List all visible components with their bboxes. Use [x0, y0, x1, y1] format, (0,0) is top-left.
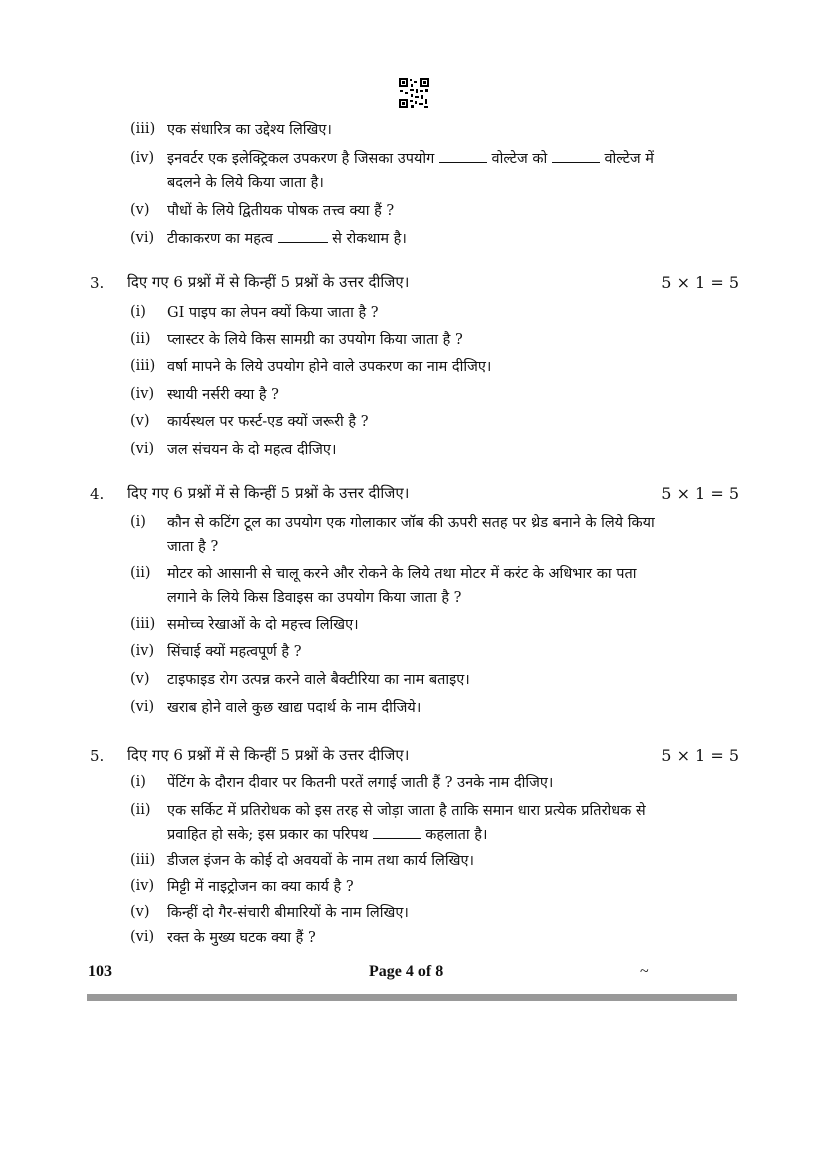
q4-ii-line2: लगाने के लिये किस डिवाइस का उपयोग किया जाता है ?	[167, 590, 462, 606]
q3-instruction: दिए गए 6 प्रश्नों में से किन्हीं 5 प्रश्नों के उत्तर दीजिए।	[127, 273, 410, 291]
q5-iv-text: मिट्टी में नाइट्रोजन का क्या कार्य है ?	[167, 879, 354, 895]
q4-iii-text: समोच्च रेखाओं के दो महत्त्व लिखिए।	[167, 617, 359, 633]
q3-i-number: (i)	[130, 304, 146, 320]
q4-vi-text: खराब होने वाले कुछ खाद्य पदार्थ के नाम दीजिये।	[167, 700, 422, 716]
q5-i-text: पेंटिंग के दौरान दीवार पर कितनी परतें लगाई जाती हैं ? उनके नाम दीजिए।	[167, 775, 554, 791]
footer-mark: ~	[640, 963, 649, 980]
q3-iv-number: (iv)	[130, 386, 155, 402]
q2-vi-number: (vi)	[130, 230, 155, 246]
q5-iv-number: (iv)	[130, 878, 155, 894]
q4-instruction: दिए गए 6 प्रश्नों में से किन्हीं 5 प्रश्नों के उत्तर दीजिए।	[127, 484, 410, 502]
answer-blank	[439, 150, 487, 163]
q3-iv-text: स्थायी नर्सरी क्या है ?	[167, 387, 279, 403]
answer-blank	[373, 826, 421, 839]
page-number: Page 4 of 8	[369, 963, 444, 980]
q3-ii-number: (ii)	[130, 331, 151, 347]
q2-iii-number: (iii)	[130, 121, 156, 137]
q5-v-number: (v)	[130, 904, 150, 920]
q2-iv-text-c: वोल्टेज में	[604, 151, 654, 167]
q2-v-text: पौधों के लिये द्वितीयक पोषक तत्त्व क्या हैं ?	[167, 203, 395, 219]
q2-vi-text-a: टीकाकरण का महत्व	[167, 231, 273, 247]
q5-instruction: दिए गए 6 प्रश्नों में से किन्हीं 5 प्रश्नों के उत्तर दीजिए।	[127, 746, 410, 764]
q3-v-number: (v)	[130, 413, 150, 429]
q5-marks: 5 × 1 = 5	[661, 746, 739, 765]
q4-iv-text: सिंचाई क्यों महत्वपूर्ण है ?	[167, 644, 302, 660]
q3-i-text: GI पाइप का लेपन क्यों किया जाता है ?	[167, 305, 379, 321]
q2-iii-text: एक संधारित्र का उद्देश्य लिखिए।	[167, 122, 332, 138]
q3-vi-text: जल संचयन के दो महत्व दीजिए।	[167, 442, 337, 458]
q2-iv-text-b: वोल्टेज को	[491, 151, 548, 167]
q3-ii-text: प्लास्टर के लिये किस सामग्री का उपयोग किया जाता है ?	[167, 332, 463, 348]
q4-i-line1: कौन से कटिंग टूल का उपयोग एक गोलाकार जॉब की ऊपरी सतह पर थ्रेड बनाने के लिये किया	[167, 515, 655, 531]
q3-iii-text: वर्षा मापने के लिये उपयोग होने वाले उपकरण का नाम दीजिए।	[167, 359, 492, 375]
q4-ii-number: (ii)	[130, 565, 151, 581]
q2-iv-number: (iv)	[130, 150, 155, 166]
q5-ii-line2	[167, 823, 707, 847]
q2-vi-text	[167, 227, 707, 251]
q2-iv-text	[167, 147, 707, 171]
q4-v-text: टाइफाइड रोग उत्पन्न करने वाले बैक्टीरिया का नाम बताइए।	[167, 672, 470, 688]
q5-ii-line1: एक सर्किट में प्रतिरोधक को इस तरह से जोड़ा जाता है ताकि समान धारा प्रत्येक प्रतिरोधक से	[167, 803, 646, 819]
qr-code-icon	[398, 77, 430, 109]
q3-iii-number: (iii)	[130, 358, 156, 374]
q4-v-number: (v)	[130, 671, 150, 687]
answer-blank	[278, 230, 328, 243]
q5-v-text: किन्हीं दो गैर-संचारी बीमारियों के नाम लिखिए।	[167, 905, 409, 921]
q2-iv-text-a: इनवर्टर एक इलेक्ट्रिकल उपकरण है जिसका उपयोग	[167, 151, 435, 167]
q5-i-number: (i)	[130, 774, 146, 790]
q4-i-line2: जाता है ?	[167, 539, 219, 555]
q5-iii-text: डीजल इंजन के कोई दो अवयवों के नाम तथा कार्य लिखिए।	[167, 853, 475, 869]
q3-vi-number: (vi)	[130, 441, 155, 457]
q4-i-number: (i)	[130, 514, 146, 530]
q4-iii-number: (iii)	[130, 616, 156, 632]
q2-vi-text-b: से रोकथाम है।	[332, 231, 407, 247]
paper-code: 103	[88, 963, 112, 980]
q5-vi-text: रक्त के मुख्य घटक क्या हैं ?	[167, 930, 316, 946]
q5-ii-number: (ii)	[130, 802, 151, 818]
footer-rule	[87, 994, 737, 1001]
q2-iv-text-d: बदलने के लिये किया जाता है।	[167, 175, 324, 191]
q5-ii-line2-b: कहलाता है।	[425, 827, 488, 843]
q4-iv-number: (iv)	[130, 643, 155, 659]
q4-number: 4.	[90, 485, 105, 503]
q4-vi-number: (vi)	[130, 699, 155, 715]
q4-ii-line1: मोटर को आसानी से चालू करने और रोकने के लिये तथा मोटर में करंट के अधिभार का पता	[167, 566, 637, 582]
q2-v-number: (v)	[130, 202, 150, 218]
q3-v-text: कार्यस्थल पर फर्स्ट-एड क्यों जरूरी है ?	[167, 414, 369, 430]
q5-number: 5.	[90, 747, 105, 765]
q4-marks: 5 × 1 = 5	[661, 484, 739, 503]
answer-blank	[552, 150, 600, 163]
q3-number: 3.	[90, 274, 105, 292]
q3-marks: 5 × 1 = 5	[661, 273, 739, 292]
q5-vi-number: (vi)	[130, 929, 155, 945]
q5-iii-number: (iii)	[130, 852, 156, 868]
q5-ii-line2-a: प्रवाहित हो सके; इस प्रकार का परिपथ	[167, 827, 369, 843]
